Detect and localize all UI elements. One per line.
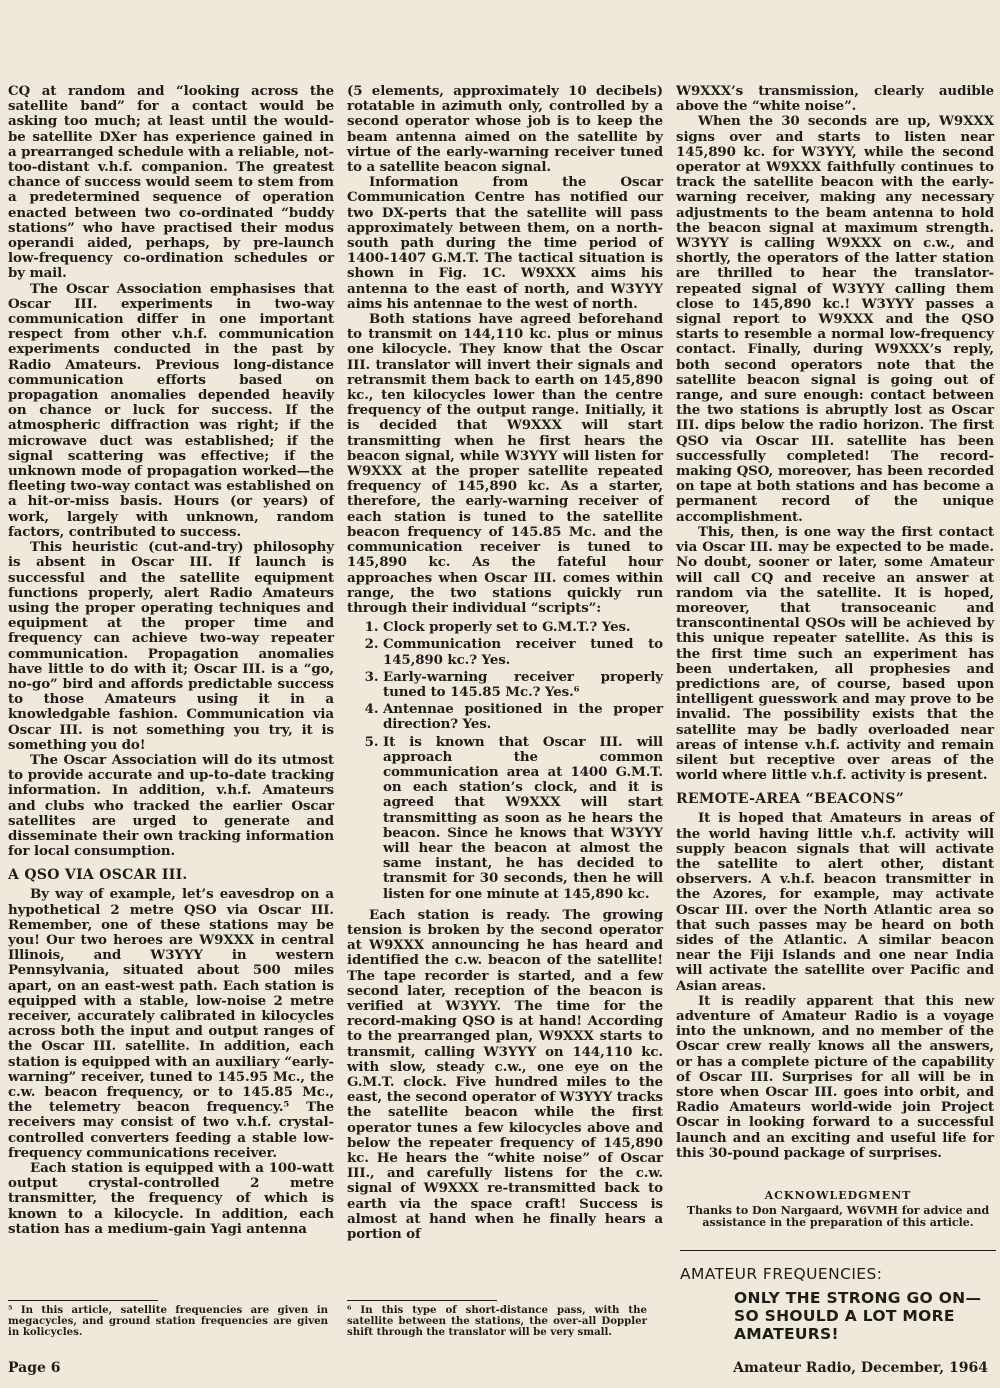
list-item: 3. Early-warning receiver properly tuned to 145.85 Mc.? Yes.⁶ (383, 670, 663, 700)
paragraph: This, then, is one way the first contact via Oscar III. may be expected to be made. No doubt, sooner or later, some Amateur will call CQ and receive an answer at random via the satellite. It is hoped, moreover, that transoceanic and transcontinental QSOs will be achieved by this unique repeater satellite. As this is the first time such an experiment has been undertaken, all prophesies and predictions are, of course, based upon intelligent guesswork and may prove to be invalid. The possibility exists that the satellite may be badly overloaded near areas of intense v.h.f. activity and remain silent but receptive over areas of the world where little v.h.f. activity is present. (676, 523, 994, 784)
list-item: 4. Antennae positioned in the proper direction? Yes. (383, 702, 663, 732)
paragraph: (5 elements, approximately 10 decibels) rotatable in azimuth only, controlled by a second operator whose job is to keep the beam antenna aimed on the satellite by virtue of the early-warning receiver tuned to a satellite beacon signal. (347, 83, 663, 176)
footnote-5: ⁵ In this article, satellite frequencies are given in megacycles, and ground station frequencies are given in kolicycles. (8, 1300, 328, 1338)
section-heading: REMOTE-AREA “BEACONS” (676, 791, 905, 808)
paragraph: The Oscar Association will do its utmost to provide accurate and up-to-date tracking information. In addition, v.h.f. Amateurs and clubs who tracked the earlier Oscar satellites are urged to generate and disseminate their own tracking information for local consumption. (8, 751, 334, 860)
section-heading: A QSO VIA OSCAR III. (8, 867, 188, 884)
ad-heading: AMATEUR FREQUENCIES: (680, 1265, 883, 1283)
paragraph: It is hoped that Amateurs in areas of the world having little v.h.f. activity will supply beacon signals that will activate the satellite to alert other, distant observers. A v.h.f. beacon transmitter in the Azores, for example, may activate Oscar III. over the North Atlantic area so that such passes may be heard on both sides of the Atlantic. A similar beacon near the Fiji Islands and one near India will activate the satellite over Pacific and Asian areas. (676, 810, 994, 994)
paragraph: Each station is equipped with a 100-watt output crystal-controlled 2 metre transmitter, the frequency of which is known to a kilocycle. In addition, each station has a medium-gain Yagi antenna (8, 1160, 334, 1237)
script-list (347, 620, 663, 902)
paragraph: Information from the Oscar Communication Centre has notified our two DX-perts that the satellite will pass approximately between them, on a north-south path during the time period of 1400-1407 G.M.T. The tactical situation is shown in Fig. 1C. W9XXX aims his antenna to the east of north, and W3YYY aims his antennae to the west of north. (347, 174, 663, 312)
paragraph: The Oscar Association emphasises that Oscar III. experiments in two-way communication differ in one important respect from other v.h.f. communication experiments conducted in the past by Radio Amateurs. Previous long-distance communication efforts based on propagation anomalies depended heavily on chance or luck for success. If the atmospheric diffraction was right; if the microwave duct was established; if the signal scattering was effective; if the unknown mode of propagation worked—the fleeting two-way contact was established on a hit-or-miss basis. Hours (or years) of work, largely with unknown, random factors, contributed to success. (8, 280, 334, 540)
column-1 (8, 84, 334, 1237)
ad-body: ONLY THE STRONG GO ON— SO SHOULD A LOT MORE AMATEURS! (734, 1289, 982, 1343)
magazine-issue: Amateur Radio, December, 1964 (733, 1360, 988, 1376)
acknowledgment-heading: ACKNOWLEDGMENT (764, 1189, 912, 1202)
paragraph: When the 30 seconds are up, W9XXX signs over and starts to listen near 145,890 kc. for W3YYY, while the second operator at W9XXX faithfully continues to track the satellite beacon with the early-warning receiver, making any necessary adjustments to the beam antenna to hold the beacon signal at maximum strength. W3YYY is calling W9XXX on c.w., and shortly, the operators of the latter station are thrilled to hear the translator-repeated signal of W3YYY calling them close to 145,890 kc.! W3YYY passes a signal report to W9XXX and the QSO starts to resemble a normal low-frequency contact. Finally, during W9XXX’s reply, both second operators note that the satellite beacon signal is going out of range, and sure enough: contact between the two stations is abruptly lost as Oscar III. dips below the radio horizon. The first QSO via Oscar III. satellite has been successfully completed! The record-making QSO, moreover, has been recorded on tape at both stations and has become a permanent record of the unique accomplishment. (676, 113, 994, 525)
filler-ad (680, 1250, 996, 1343)
acknowledgment-text: Thanks to Don Nargaard, W6VMH for advice and assistance in the preparation of this article. (686, 1203, 990, 1229)
list-item: 5. It is known that Oscar III. will approach the common communication area at 1400 G.M.T. on each station’s clock, and it is agreed that W9XXX will start transmitting as soon as he hears the beacon. Since he knows that W3YYY will hear the beacon at almost the same instant, he has decided to transmit for 30 seconds, then he will listen for one minute at 145,890 kc. (383, 735, 663, 902)
paragraph: W9XXX’s transmission, clearly audible above the “white noise”. (676, 83, 994, 115)
list-item: 2. Communication receiver tuned to 145,890 kc.? Yes. (383, 637, 663, 667)
paragraph: Each station is ready. The growing tension is broken by the second operator at W9XXX announcing he has heard and identified the c.w. beacon of the satellite! The tape recorder is started, and a few second later, reception of the beacon is verified at W3YYY. The time for the record-making QSO is at hand! According to the prearranged plan, W9XXX starts to transmit, calling W3YYY on 144,110 kc. with slow, steady c.w., one eye on the G.M.T. clock. Five hundred miles to the east, the second operator of W3YYY tracks the satellite beacon while the first operator tunes a few kilocycles above and below the repeater frequency of 145,890 kc. He hears the “white noise” of Oscar III., and carefully listens for the c.w. signal of W9XXX re-transmitted back to earth via the space craft! Success is almost at hand when he finally hears a portion of (347, 906, 663, 1243)
paragraph: By way of example, let’s eavesdrop on a hypothetical 2 metre QSO via Oscar III. Remember, one of these stations may be you! Our two heroes are W9XXX in central Illinois, and W3YYY in western Pennsylvania, situated about 500 miles apart, on an east-west path. Each station is equipped with a stable, low-noise 2 metre receiver, accurately calibrated in kilocycles across both the input and output ranges of the Oscar III. satellite. In addition, each station is equipped with an auxiliary “early-warning” receiver, tuned to 145.95 Mc., the c.w. beacon frequency, or to 145.85 Mc., the telemetry beacon frequency.⁵ The receivers may consist of two v.h.f. crystal-controlled converters feeding a stable low-frequency communications receiver. (8, 886, 334, 1161)
column-2 (347, 84, 663, 1242)
list-item: 1. Clock properly set to G.M.T.? Yes. (383, 620, 663, 635)
column-3 (676, 84, 994, 1161)
paragraph: This heuristic (cut-and-try) philosophy is absent in Oscar III. If launch is successful and the satellite equipment functions properly, alert Radio Amateurs using the proper operating techniques and equipment at the proper time and frequency can achieve two-way repeater communication. Propagation anomalies have little to do with it; Oscar III. is a “go, no-go” bird and affords predictable success to those Amateurs using it in a knowledgable fashion. Communication via Oscar III. is not something you try, it is something you do! (8, 539, 334, 753)
paragraph: It is readily apparent that this new adventure of Amateur Radio is a voyage into the unknown, and no member of the Oscar crew really knows all the answers, or has a complete picture of the capability of Oscar III. Surprises for all will be in store when Oscar III. goes into orbit, and Radio Amateurs world-wide join Project Oscar in looking forward to a successful launch and an exciting and useful life for this 30-pound package of surprises. (676, 992, 994, 1161)
paragraph: CQ at random and “looking across the satellite band” for a contact would be asking too much; at least until the would-be satellite DXer has experience gained in a prearranged schedule with a reliable, not-too-distant v.h.f. companion. The greatest chance of success would seem to stem from a predetermined sequence of operation enacted between two co-ordinated “buddy stations” who have practised their modus operandi aided, perhaps, by pre-launch low-frequency co-ordination schedules or by mail. (8, 83, 334, 282)
page-number: Page 6 (8, 1360, 61, 1376)
paragraph: Both stations have agreed beforehand to transmit on 144,110 kc. plus or minus one kilocycle. They know that the Oscar III. translator will invert their signals and retransmit them back to earth on 145,890 kc., ten kilocycles lower than the centre frequency of the output range. Initially, it is decided that W9XXX will start transmitting when he first hears the beacon signal, while W3YYY will listen for W9XXX at the proper satellite repeated frequency of 145,890 kc. As a starter, therefore, the early-warning receiver of each station is tuned to the satellite beacon frequency of 145.85 Mc. and the communication receiver is tuned to 145,890 kc. As the fateful hour approaches when Oscar III. comes within range, the two stations quickly run through their individual “scripts”: (347, 311, 663, 616)
acknowledgment (680, 1190, 996, 1230)
footnote-6: ⁶ In this type of short-distance pass, with the satellite between the stations, the over-all Doppler shift through the translator will be very small. (347, 1300, 647, 1338)
